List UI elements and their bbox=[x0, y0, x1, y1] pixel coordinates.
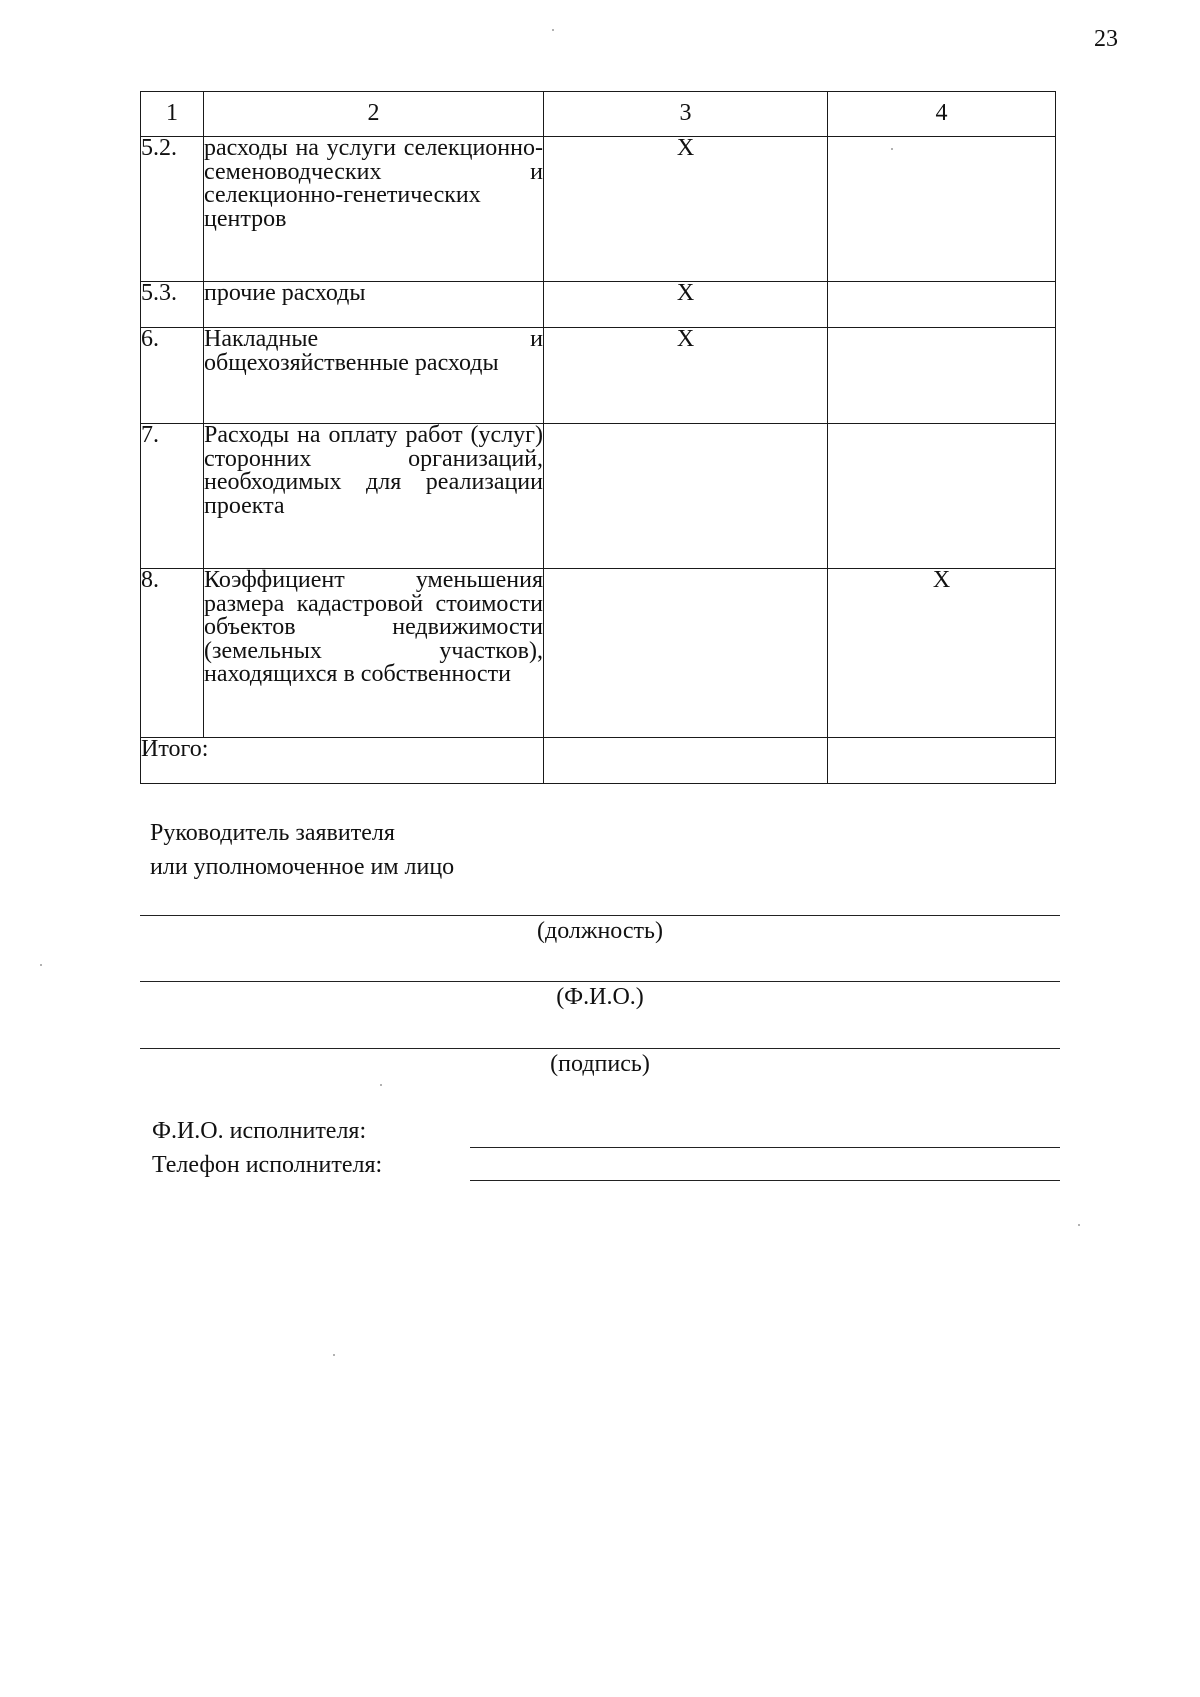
row-col3-mark bbox=[544, 424, 828, 569]
row-number: 7. bbox=[141, 424, 204, 569]
row-description: расходы на услуги селекционно-семеноводческих и селекционно-генетических центров bbox=[204, 137, 544, 282]
table-header-cell: 3 bbox=[544, 92, 828, 137]
table-row bbox=[141, 137, 1056, 282]
scan-speck bbox=[891, 148, 893, 150]
name-caption: (Ф.И.О.) bbox=[556, 984, 644, 1010]
scan-speck bbox=[1078, 1224, 1080, 1226]
name-line bbox=[140, 981, 1060, 982]
row-number: 5.2. bbox=[141, 137, 204, 282]
table-header-row bbox=[141, 92, 1056, 137]
table-header-cell: 1 bbox=[141, 92, 204, 137]
table-row bbox=[141, 569, 1056, 738]
row-number: 6. bbox=[141, 328, 204, 424]
row-number: 5.3. bbox=[141, 282, 204, 328]
table-header-cell: 4 bbox=[828, 92, 1056, 137]
table-row bbox=[141, 424, 1056, 569]
manager-title: Руководитель заявителя bbox=[150, 820, 395, 846]
table-header-cell: 2 bbox=[204, 92, 544, 137]
row-col4-mark bbox=[828, 137, 1056, 282]
row-col3-mark: X bbox=[544, 328, 828, 424]
row-col3-mark: X bbox=[544, 282, 828, 328]
executor-name-line bbox=[470, 1147, 1060, 1148]
scan-speck bbox=[40, 964, 42, 966]
position-caption: (должность) bbox=[537, 918, 663, 944]
row-col3-mark: X bbox=[544, 137, 828, 282]
table-total-row bbox=[141, 738, 1056, 784]
cost-table bbox=[140, 91, 1056, 784]
manager-subtitle: или уполномоченное им лицо bbox=[150, 854, 455, 880]
executor-phone-line bbox=[470, 1180, 1060, 1181]
scan-speck bbox=[552, 29, 554, 31]
total-label: Итого: bbox=[141, 738, 544, 784]
row-col4-mark bbox=[828, 328, 1056, 424]
manager-block bbox=[150, 816, 454, 884]
executor-name-label: Ф.И.О. исполнителя: bbox=[152, 1118, 367, 1144]
row-description: Накладные и общехозяйственные расходы bbox=[204, 328, 544, 424]
total-col3-cell bbox=[544, 738, 828, 784]
signature-caption: (подпись) bbox=[550, 1051, 650, 1077]
row-description: прочие расходы bbox=[204, 282, 544, 328]
row-col4-mark bbox=[828, 424, 1056, 569]
row-col4-mark: X bbox=[828, 569, 1056, 738]
position-line bbox=[140, 915, 1060, 916]
row-description: Расходы на оплату работ (услуг) сторонних организаций, необходимых для реализации проекта bbox=[204, 424, 544, 569]
scan-speck bbox=[333, 1354, 335, 1356]
row-description: Коэффициент уменьшения размера кадастровой стоимости объектов недвижимости (земельных участков), находящихся в собственности bbox=[204, 569, 544, 738]
row-col3-mark bbox=[544, 569, 828, 738]
table-row bbox=[141, 328, 1056, 424]
row-col4-mark bbox=[828, 282, 1056, 328]
signature-line bbox=[140, 1048, 1060, 1049]
row-number: 8. bbox=[141, 569, 204, 738]
executor-phone-label: Телефон исполнителя: bbox=[152, 1152, 383, 1178]
scan-speck bbox=[380, 1084, 382, 1086]
page-number: 23 bbox=[1094, 26, 1118, 52]
total-col4-cell bbox=[828, 738, 1056, 784]
table-row bbox=[141, 282, 1056, 328]
